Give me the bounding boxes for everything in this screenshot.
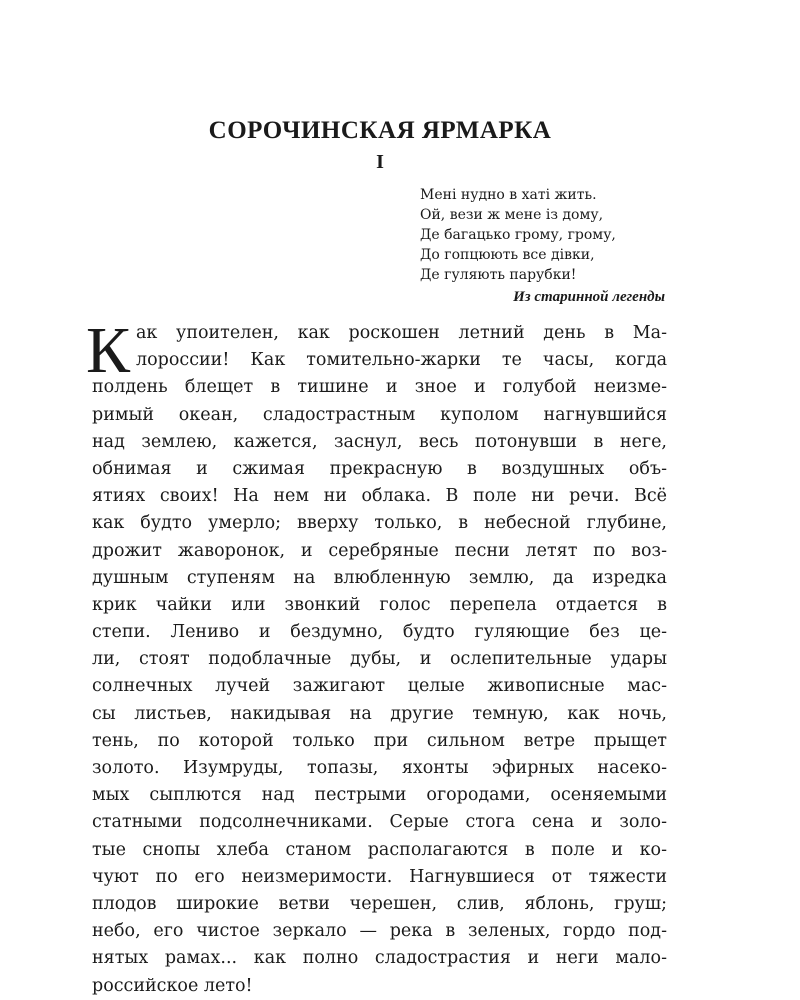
text-line: российское лето! xyxy=(92,975,253,996)
text-line: статными подсолнечниками. Серые стога сена и золо- xyxy=(92,812,667,833)
text-line: тые снопы хлеба станом располагаются в поле и ко- xyxy=(92,839,667,860)
text-line: мых сыплются над пестрыми огородами, осеняемыми xyxy=(92,785,667,806)
text-line: над землею, кажется, заснул, весь потонувши в неге, xyxy=(92,431,667,452)
text-line: крик чайки или звонкий голос перепела отдается в xyxy=(92,594,667,615)
text-line: солнечных лучей зажигают целые живописные мас- xyxy=(92,676,667,697)
text-line: душным ступеням на влюбленную землю, да изредка xyxy=(92,567,667,588)
text-line: сы листьев, накидывая на другие темную, как ночь, xyxy=(92,703,667,724)
drop-cap: К xyxy=(86,314,131,387)
text-line: нятых рамах... как полно сладострастия и неги мало- xyxy=(92,948,667,969)
chapter-number: I xyxy=(376,151,384,173)
text-line: золото. Изумруды, топазы, яхонты эфирных насеко- xyxy=(92,758,667,778)
text-line: плодов широкие ветви черешен, слив, яблонь, груш; xyxy=(92,893,667,914)
text-line: тень, по которой только при сильном ветре прыщет xyxy=(92,730,667,751)
epigraph-line: Де багацько грому, грому, xyxy=(420,227,616,243)
text-line: полдень блещет в тишине и зное и голубой неизме- xyxy=(92,377,667,398)
body-text xyxy=(92,320,667,1000)
text-line: дрожит жаворонок, и серебряные песни летят по воз- xyxy=(92,540,667,561)
text-line: ак упоителен, как роскошен летний день в Ма- xyxy=(136,323,667,343)
text-line: ятиях своих! На нем ни облака. В поле ни речи. Всё xyxy=(92,486,667,507)
epigraph-line: Де гуляють парубки! xyxy=(420,267,577,283)
epigraph-line: Ой, вези ж мене iз дому, xyxy=(420,207,604,223)
epigraph-line: Менi нудно в хатi жить. xyxy=(420,187,597,203)
text-line: лороссии! Как томительно-жарки те часы, когда xyxy=(136,350,667,371)
text-line: ли, стоят подоблачные дубы, и ослепительные удары xyxy=(92,649,667,670)
text-line: обнимая и сжимая прекрасную в воздушных объ- xyxy=(92,458,667,479)
text-line: как будто умерло; вверху только, в небесной глубине, xyxy=(92,513,667,534)
text-line: чуют по его неизмеримости. Нагнувшиеся от тяжести xyxy=(92,866,667,887)
story-title: СОРОЧИНСКАЯ ЯРМАРКА xyxy=(208,117,552,144)
epigraph xyxy=(420,185,680,285)
epigraph-line: До гопцюють все дiвки, xyxy=(420,247,595,263)
text-line: степи. Лениво и бездумно, будто гуляющие без це- xyxy=(92,622,667,643)
epigraph-source: Из старинной легенды xyxy=(513,289,665,305)
text-line: небо, его чистое зеркало — река в зеленых, гордо под- xyxy=(92,921,667,942)
text-line: римый океан, сладострастным куполом нагнувшийся xyxy=(92,404,667,425)
